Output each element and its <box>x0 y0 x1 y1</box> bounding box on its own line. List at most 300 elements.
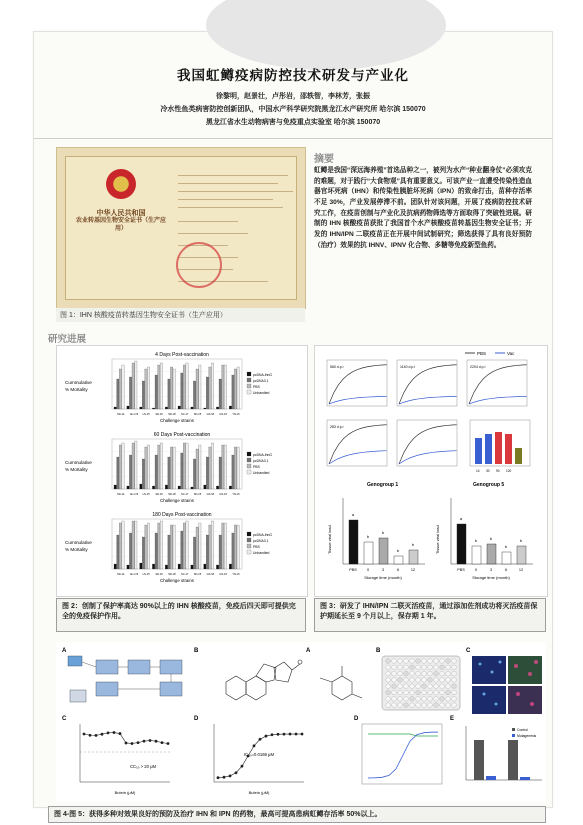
bar <box>165 485 167 489</box>
well <box>440 697 445 702</box>
research-heading: 研究进展 <box>48 334 87 345</box>
bar <box>232 375 234 409</box>
well <box>386 697 391 702</box>
legend-label: pcDNA3.1 <box>253 459 269 463</box>
bar <box>114 564 116 569</box>
viral-xtick: 0 <box>474 568 478 572</box>
well <box>416 665 421 670</box>
well <box>434 703 439 708</box>
well <box>386 671 391 676</box>
well <box>404 703 409 708</box>
well <box>392 678 397 683</box>
bar <box>129 533 131 569</box>
bar <box>485 434 492 464</box>
bar <box>117 535 119 569</box>
bar-label: 14 <box>476 469 480 473</box>
viral-xlabel: Storage time (month) <box>472 575 510 580</box>
bar <box>229 486 231 489</box>
genogroup-1-label: Genogroup 1 <box>367 482 399 488</box>
sig-label: b <box>381 530 385 535</box>
bar <box>158 365 160 409</box>
well <box>392 665 397 670</box>
legend-swatch <box>247 550 251 554</box>
bar <box>181 453 183 489</box>
bar <box>135 441 137 489</box>
well <box>398 665 403 670</box>
bar <box>209 367 211 409</box>
well <box>446 678 451 683</box>
bar <box>186 363 188 409</box>
well-plate <box>382 656 460 710</box>
legend-swatch <box>247 384 251 388</box>
well <box>440 659 445 664</box>
bar <box>219 379 221 409</box>
sig-label: a <box>351 512 355 517</box>
bar <box>122 443 124 489</box>
well <box>428 697 433 702</box>
sig-label: b <box>489 536 493 541</box>
certificate-title: 中华人民共和国 农业转基因生物安全证书（生产应用） <box>76 210 167 232</box>
bar <box>183 523 185 569</box>
well <box>422 703 427 708</box>
viral-bar <box>394 556 403 564</box>
strain-label: SC-17 <box>181 493 189 496</box>
bar <box>140 563 142 569</box>
bar <box>199 365 201 409</box>
well <box>452 678 457 683</box>
strain-label: SD-12 <box>117 413 125 416</box>
well <box>410 671 415 676</box>
bar <box>152 486 154 489</box>
bar <box>160 521 162 569</box>
well <box>416 690 421 695</box>
legend-pbs: PBS <box>477 351 487 356</box>
bar <box>204 564 206 569</box>
well <box>452 671 457 676</box>
well <box>446 671 451 676</box>
well <box>392 703 397 708</box>
strain-label: GS-16 <box>219 573 227 576</box>
affiliation-1: 冷水性鱼类病害防控创新团队，中国水产科学研究院黑龙江水产研究所 哈尔滨 150070 <box>160 106 426 113</box>
bar <box>515 448 522 464</box>
figure-4-5 <box>56 642 546 802</box>
figure-3-legend <box>465 351 515 356</box>
well <box>416 659 421 664</box>
well <box>386 678 391 683</box>
bar <box>224 445 226 489</box>
bar <box>219 457 221 489</box>
fig2-xlabel: Challenge strains <box>160 498 194 503</box>
well <box>452 665 457 670</box>
fig5-panel-c: C <box>466 648 471 654</box>
well <box>434 690 439 695</box>
well <box>392 690 397 695</box>
bar <box>119 445 121 489</box>
bar <box>199 445 201 489</box>
bar <box>191 487 193 489</box>
well <box>422 690 427 695</box>
strain-label: SD-18 <box>168 573 176 576</box>
sig-label: b <box>474 538 478 543</box>
strain-label: HLJ-15 <box>129 573 139 576</box>
bar <box>224 365 226 409</box>
bar <box>122 365 124 409</box>
bar <box>168 457 170 489</box>
well <box>404 671 409 676</box>
bar <box>147 445 149 489</box>
fig5-panel-d: D <box>354 716 359 722</box>
bar <box>199 523 201 569</box>
strain-label: SD-18 <box>168 413 176 416</box>
legend-label: PBS <box>253 465 260 469</box>
strain-label: SD-15 <box>193 413 202 416</box>
fig2-ylabel: Cummulative <box>65 540 92 545</box>
growth-plot <box>397 420 457 466</box>
strain-label: LN-15 <box>142 413 150 416</box>
abstract-heading: 摘要 <box>314 154 334 165</box>
legend-swatch <box>247 372 251 376</box>
well <box>410 665 415 670</box>
bar <box>193 381 195 409</box>
divider <box>34 138 552 139</box>
bar <box>232 533 234 569</box>
well <box>404 678 409 683</box>
well <box>434 665 439 670</box>
well <box>428 690 433 695</box>
well <box>386 665 391 670</box>
microscopy-images <box>472 656 542 714</box>
official-seal <box>176 242 222 288</box>
strain-label: GS-16 <box>219 413 227 416</box>
fig2-ylabel: % Mortality <box>65 467 88 472</box>
fig4-panel-a: A <box>62 648 67 654</box>
well <box>428 684 433 689</box>
strain-label: LN-15 <box>142 493 150 496</box>
sig-label: b <box>504 544 508 549</box>
well <box>410 684 415 689</box>
bar <box>127 565 129 569</box>
fig5-panel-e: E <box>450 716 455 722</box>
bar <box>158 445 160 489</box>
viral-xtick: 3 <box>489 568 493 572</box>
chemical-structure <box>226 660 302 700</box>
strain-label: SD-15 <box>193 573 202 576</box>
well <box>428 659 433 664</box>
viral-xtick: 12 <box>410 568 416 572</box>
bar <box>206 457 208 489</box>
well <box>434 671 439 676</box>
bar <box>232 455 234 489</box>
well <box>404 697 409 702</box>
well <box>422 665 427 670</box>
growth-label: 560 d.p.i <box>330 365 344 369</box>
bar <box>165 565 167 569</box>
viral-bar <box>409 550 418 564</box>
bar <box>132 521 134 569</box>
fig2-panel-title: 60 Days Post-vaccination <box>153 432 211 438</box>
well <box>434 678 439 683</box>
bar <box>234 447 236 489</box>
well <box>422 659 427 664</box>
bar <box>216 407 218 409</box>
strain-label: SD-16 <box>155 573 163 576</box>
well <box>416 697 421 702</box>
well <box>440 703 445 708</box>
bar <box>152 564 154 569</box>
abstract-body: 虹鳟是我国“深远海养殖”首选品种之一，被列为水产“种业翻身仗”必须攻克的难题，对于践行“大食物观”具有重要意义。可该产业一直遭受传染性造血器官坏死病（IHN）和传染性胰脏坏死病（IPN）的致命打击，苗种存活率不足 30%，产业发展停滞不前。团队针对该问题，开展了疫病防控技术研究工作，在疫苗创制与产业化及抗病药物筛选等方面取得了突破性进展。研制的 IHN 核酸疫苗获批了我国首个水产核酸疫苗转基因生物安全证书；开发的 IHN/IPN 二联疫苗正在开展中间试制研究；筛选获得了具有良好预防（治疗）效果的抗 IHNV、IPNV 化合物、多糖等免疫新型鱼药。 <box>314 167 532 249</box>
viral-bar <box>457 524 466 564</box>
bar <box>178 564 180 569</box>
bar <box>129 377 131 409</box>
figure-4-5-caption: 图 4-图 5：获得多种对效果良好的预防及治疗 IHN 和 IPN 的药物，最高可提高患病虹鳟存活率 50%以上。 <box>48 806 546 823</box>
legend-label: pcDNA3.1 <box>253 379 269 383</box>
bar <box>222 365 224 409</box>
well <box>416 684 421 689</box>
bar <box>183 365 185 409</box>
bar <box>209 525 211 569</box>
bar <box>158 523 160 569</box>
bar <box>237 525 239 569</box>
legend-swatch <box>247 544 251 548</box>
well <box>452 703 457 708</box>
well <box>398 671 403 676</box>
well <box>392 671 397 676</box>
bar <box>178 406 180 409</box>
bar <box>181 373 183 409</box>
strain-label: SD-16 <box>155 413 163 416</box>
bar <box>229 406 231 409</box>
viral-bar <box>487 544 496 564</box>
well <box>398 690 403 695</box>
legend-swatch <box>247 378 251 382</box>
viral-xtick: 12 <box>518 568 524 572</box>
bar <box>216 486 218 489</box>
fig2-panel-title: 4 Days Post-vaccination <box>155 352 209 358</box>
poster-title: 我国虹鳟疫病防控技术研发与产业化 <box>177 68 409 83</box>
strain-label: SC-17 <box>181 413 189 416</box>
bar <box>204 408 206 409</box>
computer-icon <box>70 690 86 702</box>
well <box>404 684 409 689</box>
legend-label: Unhandled <box>253 391 270 395</box>
strain-label: SD-12 <box>117 493 125 496</box>
bar <box>117 457 119 489</box>
bar <box>211 363 213 409</box>
strain-label: GS-18 <box>206 413 215 416</box>
well <box>434 684 439 689</box>
well <box>452 684 457 689</box>
bar <box>165 407 167 409</box>
bar <box>114 485 116 489</box>
bar <box>119 523 121 569</box>
fig4-panel-d: D <box>194 716 199 722</box>
bar <box>117 379 119 409</box>
well <box>398 697 403 702</box>
well <box>440 671 445 676</box>
expression-bar <box>486 776 496 780</box>
affiliation-2: 黑龙江省水生动物病害与免疫重点实验室 哈尔滨 150070 <box>205 119 381 126</box>
bar <box>155 533 157 569</box>
bar <box>222 523 224 569</box>
bar <box>168 535 170 569</box>
viral-bar <box>364 542 373 564</box>
legend-label: Unhandled <box>253 471 270 475</box>
growth-label: 283 d.p.i <box>330 425 344 429</box>
bar <box>119 369 121 409</box>
well <box>392 697 397 702</box>
bar <box>142 459 144 489</box>
well <box>410 659 415 664</box>
well <box>422 671 427 676</box>
sig-label: b <box>396 548 400 553</box>
well <box>434 697 439 702</box>
bar <box>132 363 134 409</box>
bar <box>135 361 137 409</box>
well <box>386 659 391 664</box>
strain-label: LN-15 <box>142 573 150 576</box>
well <box>446 690 451 695</box>
bar <box>127 406 129 409</box>
viral-xtick: PBS <box>349 568 357 572</box>
bar <box>132 443 134 489</box>
drug-label: Butein (μM) <box>114 790 136 795</box>
expression-bar <box>520 777 530 780</box>
well <box>440 678 445 683</box>
well <box>410 678 415 683</box>
bar <box>196 369 198 409</box>
well <box>410 690 415 695</box>
bar <box>505 434 512 464</box>
fig2-ylabel: Cummulative <box>65 460 92 465</box>
sig-label: b <box>519 538 523 543</box>
bar <box>135 521 137 569</box>
bar <box>129 455 131 489</box>
well <box>440 690 445 695</box>
well <box>416 703 421 708</box>
viral-xlabel: Storage time (month) <box>364 575 402 580</box>
fig2-ylabel: Cummulative <box>65 380 92 385</box>
viral-bar <box>502 552 511 564</box>
well <box>446 697 451 702</box>
sig-label: b <box>366 534 370 539</box>
well <box>434 659 439 664</box>
bar <box>196 449 198 489</box>
bar-label: 120 <box>506 469 512 473</box>
bar <box>193 459 195 489</box>
legend-swatch <box>247 458 251 462</box>
bar <box>173 369 175 409</box>
strain-label: YN-15 <box>232 413 240 416</box>
compound-structure <box>320 666 362 700</box>
bar <box>140 484 142 489</box>
figure-3 <box>314 345 548 597</box>
well <box>428 665 433 670</box>
bar <box>168 379 170 409</box>
bar <box>222 445 224 489</box>
strain-label: HLJ-15 <box>129 413 139 416</box>
bar <box>147 367 149 409</box>
viral-bar <box>472 546 481 564</box>
legend-swatch <box>247 532 251 536</box>
strain-label: SC-17 <box>181 573 189 576</box>
strain-label: GS-18 <box>206 493 215 496</box>
legend-swatch <box>247 470 251 474</box>
well <box>398 684 403 689</box>
growth-label: 1140 d.p.i <box>400 365 416 369</box>
fig2-panel-title: 180 Days Post-vaccination <box>152 512 212 518</box>
bar <box>145 447 147 489</box>
bar <box>475 438 482 464</box>
legend-label: Unhandled <box>253 551 270 555</box>
legend-swatch <box>247 390 251 394</box>
bar <box>145 369 147 409</box>
fig2-ylabel: % Mortality <box>65 547 88 552</box>
well <box>404 659 409 664</box>
strain-label: SD-18 <box>168 493 176 496</box>
bar <box>229 564 231 569</box>
figure-1-caption: 图 1：IHN 核酸疫苗转基因生物安全证书（生产应用） <box>56 308 305 322</box>
figure-3-charts <box>315 346 547 596</box>
poster-page <box>33 31 553 818</box>
bar <box>216 565 218 569</box>
figure-4-5-panels <box>56 642 546 802</box>
bar <box>170 447 172 489</box>
strain-label: SD-15 <box>193 493 202 496</box>
bar <box>211 443 213 489</box>
fig2-ylabel: % Mortality <box>65 387 88 392</box>
bar <box>178 486 180 489</box>
strain-label: SD-16 <box>155 493 163 496</box>
viral-bar <box>349 520 358 564</box>
well <box>446 665 451 670</box>
bar <box>237 447 239 489</box>
cc50-label: CC₅₀ > 20 μM <box>130 764 156 769</box>
bar <box>181 531 183 569</box>
well <box>386 684 391 689</box>
well <box>422 684 427 689</box>
well <box>386 690 391 695</box>
bar <box>142 381 144 409</box>
certificate-image <box>56 147 306 309</box>
fig4-panel-b: B <box>194 648 199 654</box>
bar <box>145 525 147 569</box>
well <box>392 659 397 664</box>
well <box>410 703 415 708</box>
strain-label: GS-18 <box>206 573 215 576</box>
well <box>428 703 433 708</box>
viral-xtick: 3 <box>381 568 385 572</box>
bar <box>147 523 149 569</box>
legend-swatch <box>512 734 515 737</box>
bar <box>191 565 193 569</box>
bar <box>206 535 208 569</box>
figure-2-charts <box>57 346 307 596</box>
bar <box>140 407 142 409</box>
legend-label: pcDNA3.1 <box>253 539 269 543</box>
legend-mutagenesis: Mutagenesis <box>517 734 537 738</box>
legend-label: pcDNA-lhnG <box>253 453 273 457</box>
legend-vac: Vac <box>507 351 515 356</box>
fig4-panel-c: C <box>62 716 67 722</box>
well <box>446 659 451 664</box>
header-decoration <box>206 0 446 70</box>
bar <box>209 447 211 489</box>
bar <box>160 443 162 489</box>
bar <box>142 537 144 569</box>
poster-header <box>34 62 552 127</box>
bar <box>173 447 175 489</box>
bar <box>170 525 172 569</box>
